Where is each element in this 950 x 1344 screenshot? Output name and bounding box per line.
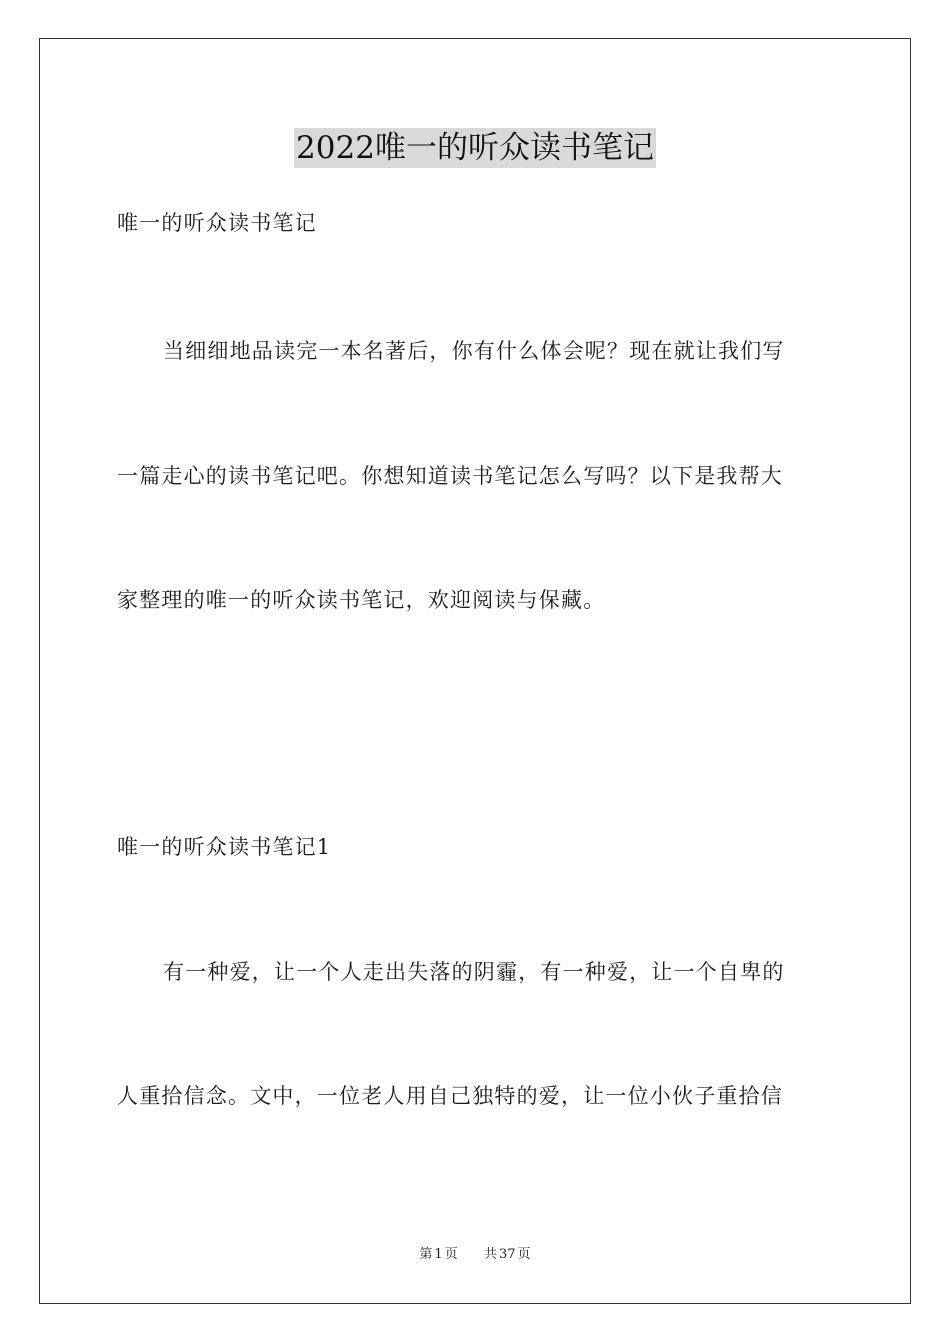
total-prefix: 共 [484,1247,498,1262]
document-title: 2022唯一的听众读书笔记 [296,130,654,166]
page-prefix: 第 [419,1247,433,1262]
intro-line-1: 当细细地品读完一本名著后，你有什么体会呢？现在就让我们写 [163,339,785,363]
document-subtitle: 唯一的听众读书笔记 [117,211,317,235]
page-footer [0,1246,950,1264]
title-container [0,128,950,168]
total-pages: 37 [499,1247,516,1262]
page-suffix: 页 [444,1247,458,1262]
intro-line-3: 家整理的唯一的听众读书笔记，欢迎阅读与保藏。 [117,588,606,612]
section-heading: 唯一的听众读书笔记1 [117,835,332,859]
section-body-line-2: 人重拾信念。文中，一位老人用自己独特的爱，让一位小伙子重拾信 [117,1084,783,1108]
intro-line-2: 一篇走心的读书笔记吧。你想知道读书笔记怎么写吗？以下是我帮大 [117,464,783,488]
page-number: 1 [434,1247,443,1262]
section-body-line-1: 有一种爱，让一个人走出失落的阴霾，有一种爱，让一个自卑的 [163,960,785,984]
total-suffix: 页 [517,1247,531,1262]
